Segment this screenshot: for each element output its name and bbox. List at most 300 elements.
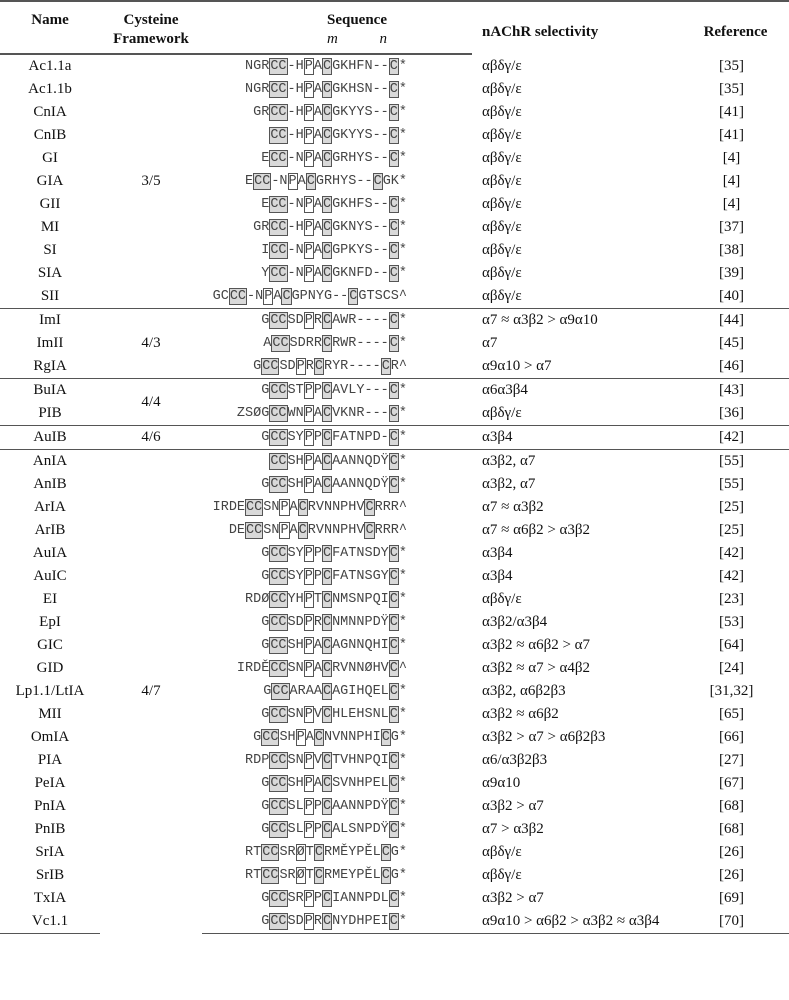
- cysteine-box: C: [365, 500, 374, 515]
- cysteine-box: C: [314, 868, 323, 883]
- cysteine-box: C: [322, 684, 332, 699]
- toxin-name: GIC: [37, 637, 63, 653]
- sequence-text: *: [398, 638, 407, 653]
- sequence-text: *: [398, 891, 407, 906]
- cysteine-box: C: [389, 477, 398, 492]
- nachr-selectivity: α3β2 > α7: [482, 798, 544, 814]
- residue-box: P: [304, 82, 313, 97]
- sequence-text: *: [398, 128, 407, 143]
- sequence-text: *: [398, 151, 407, 166]
- reference: [66]: [719, 729, 744, 745]
- sequence-text: A: [289, 523, 298, 538]
- sequence-text: *: [398, 776, 407, 791]
- toxin-name: Vc1.1: [0, 910, 100, 934]
- sequence: [202, 124, 472, 147]
- residue-box: P: [304, 430, 313, 445]
- sequence-text: A: [313, 661, 322, 676]
- sequence-text: *: [398, 82, 407, 97]
- sequence-text: RYR----: [323, 359, 381, 374]
- sequence: [202, 841, 472, 864]
- cysteine-box: C: [389, 638, 398, 653]
- sequence-text: SL: [287, 799, 304, 814]
- sequence-text: R^: [390, 359, 407, 374]
- residue-box: P: [304, 59, 313, 74]
- table-row: [0, 309, 789, 333]
- sequence-text: P: [313, 383, 322, 398]
- sequence: [202, 54, 472, 78]
- header-framework-line2: Framework: [100, 30, 202, 54]
- sequence-text: AANNQDŸ: [332, 477, 389, 492]
- cysteine-box: C: [322, 82, 332, 97]
- sequence: [202, 496, 472, 519]
- sequence-text: *: [398, 220, 407, 235]
- cysteine-box: C: [389, 313, 398, 328]
- sequence-text: GKHSN--: [332, 82, 389, 97]
- cysteine-box: C: [322, 151, 332, 166]
- sequence-text: SD: [287, 313, 304, 328]
- sequence: [202, 239, 472, 262]
- sequence-text: *: [398, 707, 407, 722]
- sequence: [202, 657, 472, 680]
- sequence-text: A: [289, 500, 298, 515]
- sequence-text: ALSNPDŸ: [332, 822, 389, 837]
- cysteine-box: CC: [270, 638, 287, 653]
- sequence-text: A: [313, 59, 322, 74]
- header-framework-line1: Cysteine: [123, 12, 179, 28]
- sequence-text: GRHYS--: [315, 174, 373, 189]
- sequence-text: A: [313, 406, 322, 421]
- table-row: [0, 379, 789, 403]
- header-sequence: Sequence: [327, 12, 387, 28]
- nachr-selectivity: α9α10: [482, 775, 521, 791]
- cysteine-box: C: [322, 197, 332, 212]
- sequence-text: Y: [261, 266, 270, 281]
- sequence-text: -H: [287, 105, 304, 120]
- toxin-name: EpI: [39, 614, 61, 630]
- sequence-text: -N: [287, 243, 304, 258]
- sequence-text: G: [261, 383, 270, 398]
- cysteine-box: C: [322, 128, 332, 143]
- cysteine-box: C: [322, 430, 332, 445]
- cysteine-box: C: [373, 174, 382, 189]
- residue-box: P: [304, 661, 313, 676]
- sequence-text: AGIHQEL: [332, 684, 389, 699]
- nachr-selectivity: α7 ≈ α3β2 > α9α10: [472, 309, 682, 333]
- cysteine-box: C: [389, 569, 398, 584]
- residue-box: P: [304, 891, 313, 906]
- sequence-text: G: [261, 914, 270, 929]
- nachr-selectivity: α3β2, α7: [482, 476, 536, 492]
- sequence-text: R: [313, 313, 322, 328]
- sequence-text: FATNSDY: [332, 546, 389, 561]
- cysteine-box: C: [322, 454, 332, 469]
- toxin-name: SrIA: [35, 844, 65, 860]
- sequence-text: A: [313, 776, 322, 791]
- residue-box: P: [288, 174, 297, 189]
- reference: [40]: [719, 288, 744, 304]
- nachr-selectivity: α7 > α3β2: [482, 821, 544, 837]
- cysteine-box: C: [381, 868, 390, 883]
- sequence-text: GPKYS--: [332, 243, 389, 258]
- reference: [64]: [719, 637, 744, 653]
- cysteine-box: C: [322, 266, 332, 281]
- nachr-selectivity: α9α10 > α6β2 > α3β2 ≈ α3β4: [472, 910, 682, 934]
- table-body: [0, 54, 789, 934]
- reference: [65]: [719, 706, 744, 722]
- sequence-text: *: [398, 914, 407, 929]
- reference: [26]: [719, 867, 744, 883]
- sequence-text: P: [313, 799, 322, 814]
- sequence-text: -H: [287, 220, 304, 235]
- toxin-name: ArIB: [34, 522, 66, 538]
- sequence: [202, 379, 472, 403]
- sequence-text: A: [305, 730, 314, 745]
- sequence-text: SD: [287, 914, 304, 929]
- cysteine-box: CC: [262, 868, 279, 883]
- residue-box: P: [304, 105, 313, 120]
- residue-box: P: [304, 313, 313, 328]
- reference: [68]: [719, 798, 744, 814]
- sequence-text: GKYYS--: [332, 128, 389, 143]
- nachr-selectivity: α3β4: [482, 568, 513, 584]
- cysteine-box: CC: [270, 59, 287, 74]
- toxin-name: PIB: [38, 405, 62, 421]
- sequence-text: A: [263, 336, 272, 351]
- sequence-text: GRHYS--: [332, 151, 389, 166]
- sequence-text: *: [398, 753, 407, 768]
- sequence-text: NGR: [245, 82, 270, 97]
- sequence: [202, 542, 472, 565]
- nachr-selectivity: αβδγ/ε: [482, 219, 522, 235]
- reference: [43]: [682, 379, 789, 403]
- sequence-text: G*: [390, 730, 407, 745]
- sequence-text: A: [297, 174, 306, 189]
- cysteine-box: C: [389, 383, 398, 398]
- sequence-text: P: [313, 822, 322, 837]
- residue-box: P: [304, 914, 313, 929]
- residue-box: P: [304, 151, 313, 166]
- sequence-text: SDRR: [289, 336, 322, 351]
- sequence: [202, 216, 472, 239]
- sequence-text: A: [273, 289, 282, 304]
- cysteine-box: C: [314, 845, 323, 860]
- cysteine-box: CC: [229, 289, 247, 304]
- nachr-selectivity: α3β2 ≈ α6β2: [482, 706, 559, 722]
- cysteine-box: C: [389, 799, 398, 814]
- cysteine-box: C: [389, 336, 398, 351]
- toxin-name: GII: [39, 196, 61, 212]
- cysteine-box: CC: [270, 546, 287, 561]
- cysteine-box: C: [381, 845, 390, 860]
- reference: [67]: [719, 775, 744, 791]
- sequence-text: R: [313, 615, 322, 630]
- sequence-text: V: [313, 707, 322, 722]
- sequence-text: *: [398, 406, 407, 421]
- sequence-text: SVNHPEL: [332, 776, 389, 791]
- header-name: Name: [31, 12, 69, 28]
- sequence-text: -N: [287, 197, 304, 212]
- sequence-text: FATNSGY: [332, 569, 389, 584]
- sequence: [202, 193, 472, 216]
- sequence-text: IRDĚ: [236, 661, 270, 676]
- reference: [42]: [719, 545, 744, 561]
- sequence: [202, 519, 472, 542]
- nachr-selectivity: αβδγ/ε: [482, 127, 522, 143]
- sequence-text: NGR: [245, 59, 270, 74]
- sequence-text: R: [305, 359, 314, 374]
- residue-box: P: [304, 776, 313, 791]
- sequence-text: *: [398, 313, 407, 328]
- cysteine-framework: 4/4: [100, 379, 202, 426]
- header-reference: Reference: [703, 24, 768, 40]
- sequence: [202, 703, 472, 726]
- cysteine-box: C: [389, 661, 398, 676]
- cysteine-box: CC: [270, 128, 287, 143]
- cysteine-box: CC: [270, 569, 287, 584]
- sequence: [202, 680, 472, 703]
- sequence-text: RDØ: [245, 592, 270, 607]
- sequence-text: SN: [287, 661, 304, 676]
- sequence-text: A: [313, 105, 322, 120]
- sequence-text: *: [398, 266, 407, 281]
- residue-box: P: [304, 266, 313, 281]
- sequence-text: -H: [287, 128, 304, 143]
- reference: [45]: [719, 335, 744, 351]
- sequence-text: TVHNPQI: [332, 753, 389, 768]
- nachr-selectivity: α3β2/α3β4: [482, 614, 548, 630]
- toxin-name: AnIB: [33, 476, 67, 492]
- sequence-text: AANNPDŸ: [332, 799, 389, 814]
- cysteine-box: CC: [270, 197, 287, 212]
- sequence-text: A: [313, 197, 322, 212]
- sequence-text: RMĚYPĚL: [323, 845, 381, 860]
- toxin-name: Lp1.1/LtIA: [15, 683, 85, 699]
- cysteine-box: C: [389, 197, 398, 212]
- cysteine-box: C: [282, 289, 291, 304]
- table-row: [0, 54, 789, 78]
- residue-box: P: [304, 454, 313, 469]
- cysteine-box: CC: [270, 82, 287, 97]
- cysteine-box: C: [389, 82, 398, 97]
- cysteine-box: C: [322, 243, 332, 258]
- cysteine-box: C: [306, 174, 315, 189]
- sequence-text: RWR----: [332, 336, 389, 351]
- cysteine-box: C: [389, 822, 398, 837]
- sequence-text: G: [261, 313, 270, 328]
- nachr-selectivity: α3β2, α7: [472, 450, 682, 474]
- reference: [44]: [682, 309, 789, 333]
- nachr-selectivity: α3β2 > α7: [482, 890, 544, 906]
- cysteine-box: C: [389, 59, 398, 74]
- toxin-name: SrIB: [35, 867, 65, 883]
- reference: [42]: [682, 426, 789, 450]
- toxin-name: GID: [36, 660, 64, 676]
- cysteine-box: CC: [272, 684, 289, 699]
- cysteine-box: C: [365, 523, 374, 538]
- sequence-text: AANNQDŸ: [332, 454, 389, 469]
- sequence-text: G: [261, 822, 270, 837]
- cysteine-box: C: [389, 105, 398, 120]
- residue-box: P: [304, 569, 313, 584]
- sequence-text: *: [398, 59, 407, 74]
- toxin-name: PIA: [37, 752, 63, 768]
- sequence-text: NYDHPEI: [332, 914, 389, 929]
- sequence-text: GKNYS--: [332, 220, 389, 235]
- sequence-text: AVLY---: [332, 383, 389, 398]
- sequence-text: G: [261, 776, 270, 791]
- sequence: [202, 147, 472, 170]
- cysteine-box: C: [389, 891, 398, 906]
- sequence-text: G: [261, 891, 270, 906]
- cysteine-box: CC: [246, 500, 263, 515]
- cysteine-box: C: [322, 615, 332, 630]
- nachr-selectivity: α3β2 ≈ α6β2 > α7: [482, 637, 591, 653]
- header-selectivity: nAChR selectivity: [482, 24, 599, 40]
- nachr-selectivity: αβδγ/ε: [482, 104, 522, 120]
- toxin-name: AuIC: [33, 568, 67, 584]
- sequence-text: RT: [245, 845, 262, 860]
- sequence-text: GKHFN--: [332, 59, 389, 74]
- cysteine-box: CC: [246, 523, 263, 538]
- sequence-text: P: [313, 891, 322, 906]
- sequence-text: GR: [253, 105, 270, 120]
- sequence-text: SD: [279, 359, 296, 374]
- sequence-text: G: [261, 707, 270, 722]
- residue-box: P: [304, 197, 313, 212]
- cysteine-box: CC: [272, 336, 289, 351]
- sequence-text: HLEHSNL: [332, 707, 389, 722]
- toxin-name: OmIA: [30, 729, 70, 745]
- sequence-text: AWR----: [332, 313, 389, 328]
- cysteine-box: CC: [262, 730, 279, 745]
- toxin-name: SII: [40, 288, 60, 304]
- sequence-text: E: [245, 174, 254, 189]
- residue-box: P: [304, 615, 313, 630]
- sequence-text: SH: [287, 638, 304, 653]
- reference: [69]: [719, 890, 744, 906]
- sequence-text: GR: [253, 220, 270, 235]
- sequence-text: A: [313, 638, 322, 653]
- sequence-text: G*: [390, 868, 407, 883]
- sequence-text: *: [398, 684, 407, 699]
- residue-box: P: [304, 477, 313, 492]
- reference: [42]: [719, 568, 744, 584]
- cysteine-box: C: [389, 707, 398, 722]
- sequence-text: -H: [287, 82, 304, 97]
- sequence-text: ST: [287, 383, 304, 398]
- sequence-text: -N: [287, 266, 304, 281]
- sequence-text: GTSCS^: [358, 289, 407, 304]
- sequence-text: G: [261, 477, 270, 492]
- cysteine-box: CC: [270, 799, 287, 814]
- sequence-text: SH: [279, 730, 296, 745]
- sequence: [202, 864, 472, 887]
- sequence-text: A: [313, 477, 322, 492]
- reference: [35]: [719, 81, 744, 97]
- sequence-text: RVNNØHV: [332, 661, 389, 676]
- residue-box: Ø: [296, 845, 305, 860]
- toxin-name: ArIA: [34, 499, 66, 515]
- toxin-name: Ac1.1b: [28, 81, 72, 97]
- residue-box: P: [296, 359, 305, 374]
- sequence-text: P: [313, 546, 322, 561]
- toxin-name: Ac1.1a: [28, 58, 72, 74]
- nachr-selectivity: αβδγ/ε: [482, 173, 522, 189]
- sequence-text: A: [313, 151, 322, 166]
- cysteine-box: CC: [270, 313, 287, 328]
- residue-box: P: [304, 707, 313, 722]
- residue-box: P: [304, 753, 313, 768]
- sequence-text: GPNYG--: [291, 289, 349, 304]
- reference: [68]: [719, 821, 744, 837]
- cysteine-box: C: [322, 546, 332, 561]
- cysteine-box: C: [322, 313, 332, 328]
- toxin-name: BuIA: [0, 379, 100, 403]
- sequence-text: SH: [287, 477, 304, 492]
- cysteine-box: C: [349, 289, 358, 304]
- cysteine-box: C: [322, 822, 332, 837]
- toxin-name: MII: [38, 706, 62, 722]
- reference: [26]: [719, 844, 744, 860]
- sequence-text: *: [398, 546, 407, 561]
- sequence-text: RVNNPHV: [307, 500, 365, 515]
- sequence-text: A: [313, 128, 322, 143]
- sequence-text: SL: [287, 822, 304, 837]
- nachr-selectivity: αβδγ/ε: [482, 591, 522, 607]
- reference: [36]: [719, 405, 744, 421]
- reference: [25]: [719, 522, 744, 538]
- sequence-text: T: [305, 845, 314, 860]
- toxin-name: SIA: [37, 265, 63, 281]
- sequence: [202, 332, 472, 355]
- sequence: [202, 910, 472, 934]
- nachr-selectivity: αβδγ/ε: [482, 265, 522, 281]
- sequence: [202, 450, 472, 474]
- cysteine-box: C: [322, 753, 332, 768]
- sequence-text: *: [398, 454, 407, 469]
- cysteine-box: C: [322, 569, 332, 584]
- sequence-text: G: [261, 799, 270, 814]
- cysteine-box: C: [389, 914, 398, 929]
- table-header: [0, 1, 789, 54]
- sequence-text: *: [398, 822, 407, 837]
- cysteine-box: C: [389, 753, 398, 768]
- cysteine-box: C: [322, 406, 332, 421]
- cysteine-box: CC: [270, 477, 287, 492]
- reference: [25]: [719, 499, 744, 515]
- cysteine-box: CC: [270, 707, 287, 722]
- reference: [24]: [719, 660, 744, 676]
- sequence-text: G: [263, 684, 272, 699]
- cysteine-box: CC: [270, 151, 287, 166]
- toxin-name: PnIB: [34, 821, 66, 837]
- sequence-text: SH: [287, 776, 304, 791]
- sequence: [202, 473, 472, 496]
- sequence-text: *: [398, 569, 407, 584]
- sequence-text: E: [261, 197, 270, 212]
- cysteine-box: CC: [270, 914, 287, 929]
- cysteine-box: CC: [270, 891, 287, 906]
- cysteine-box: C: [322, 59, 332, 74]
- cysteine-box: C: [322, 592, 332, 607]
- sequence-text: -N: [271, 174, 288, 189]
- toxin-name: CnIA: [33, 104, 67, 120]
- sequence-text: *: [398, 799, 407, 814]
- sequence: [202, 78, 472, 101]
- sequence-text: *: [398, 477, 407, 492]
- sequence-text: SY: [287, 546, 304, 561]
- sequence-text: YH: [287, 592, 304, 607]
